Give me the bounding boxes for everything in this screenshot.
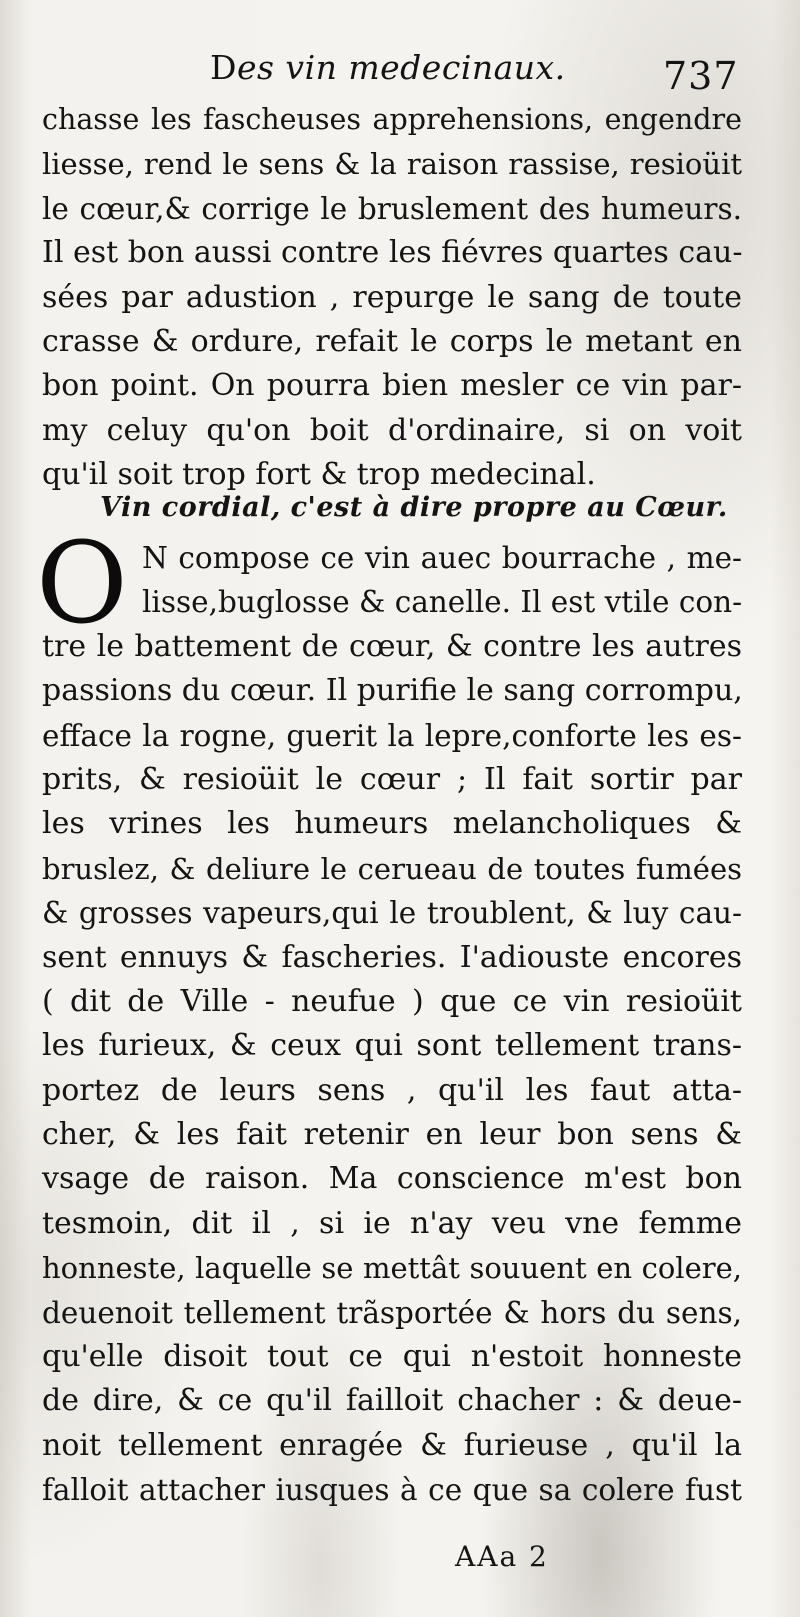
text-line: les furieux, & ceux qui sont tellement trans- [42,1028,742,1064]
text-block-upper [42,98,742,498]
text-line: bon point. On pourra bien mesler ce vin par- [42,368,742,404]
text-line: liesse, rend le sens & la raison rassise, resioüit [42,147,742,182]
text-line: les vrines les humeurs melancholiques & [42,806,742,842]
text-line: N compose ce vin auec bourrache , me- [142,541,742,575]
text-line: crasse & ordure, refait le corps le metant en [42,323,742,359]
text-line: & grosses vapeurs,qui le troublent, & luy cau- [42,896,742,931]
text-line: le cœur,& corrige le bruslement des humeurs. [42,191,742,226]
text-line: portez de leurs sens , qu'il les faut atta- [42,1072,742,1108]
running-head [210,48,566,87]
text-line: deuenoit tellement trãsportée & hors du sens, [42,1295,742,1330]
section-heading: Vin cordial, c'est à dire propre au Cœur. [100,492,728,523]
text-line: Il est bon aussi contre les fiévres quartes cau- [42,235,743,271]
text-line: my celuy qu'on boit d'ordinaire, si on voit [42,412,742,448]
text-line: vsage de raison. Ma conscience m'est bon [42,1161,742,1197]
text-line: qu'il soit trop fort & trop medecinal. [42,457,596,493]
text-line: falloit attacher iusques à ce que sa colere fust [42,1473,742,1508]
text-line: de dire, & ce qu'il failloit chacher : & deue- [42,1383,742,1419]
text-line: bruslez, & deliure le cerueau de toutes fumées [42,851,742,886]
page-number: 737 [663,54,739,98]
text-line: sées par adustion , repurge le sang de toute [42,279,742,315]
text-line: ( dit de Ville - neufue ) que ce vin resioüit [42,983,742,1019]
text-line: lisse,buglosse & canelle. Il est vtile con- [142,585,743,620]
text-line: noit tellement enragée & furieuse , qu'il la [42,1427,742,1463]
text-line: qu'elle disoit tout ce qui n'estoit honneste [42,1339,742,1375]
running-head-text: es vin medecinaux. [236,48,566,87]
drop-cap: O [36,519,128,649]
text-line: chasse les fascheuses apprehensions, engendre [42,103,742,136]
text-line: sent ennuys & fascheries. I'adiouste encores [42,939,742,975]
running-head-initial: D [210,48,237,87]
text-line: tesmoin, dit il , si ie n'ay veu vne femme [42,1205,742,1241]
text-line: honneste, laquelle se mettât souuent en colere, [42,1251,742,1286]
text-line: tre le battement de cœur, & contre les autres [42,628,742,664]
text-line: passions du cœur. Il purifie le sang corrompu, [42,673,743,709]
text-line: efface la rogne, guerit la lepre,conforte les es- [42,718,742,753]
signature-mark: AAa 2 [455,1540,549,1573]
text-line: cher, & les fait retenir en leur bon sens & [42,1117,742,1153]
text-block-lower [42,536,742,1513]
text-line: prits, & resioüit le cœur ; Il fait sortir par [42,761,742,797]
